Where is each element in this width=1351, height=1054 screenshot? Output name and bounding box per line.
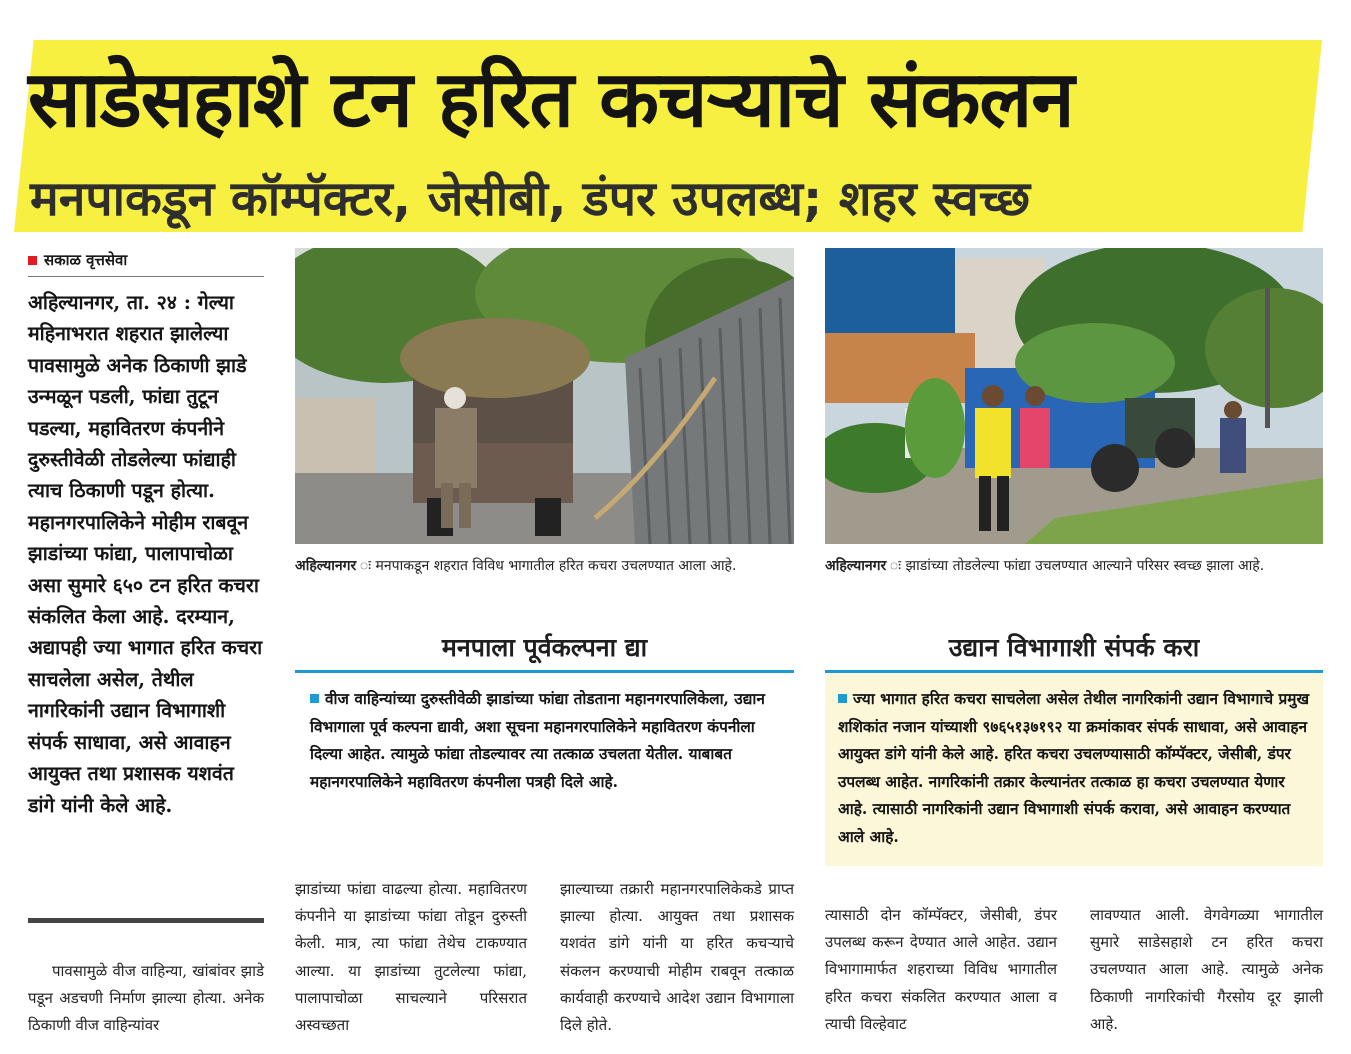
byline-square-icon	[28, 256, 37, 265]
box2-body	[838, 686, 1312, 851]
byline-text: सकाळ वृत्तसेवा	[44, 251, 128, 269]
box1-rule	[295, 670, 794, 673]
headline: साडेसहाशे टन हरित कचऱ्याचे संकलन	[28, 55, 1074, 145]
lead-paragraph: अहिल्यानगर, ता. २४ : गेल्या महिनाभरात शहरात झालेल्या पावसामुळे अनेक ठिकाणी झाडे उन्मळून पडली, फांद्या तुटून पडल्या, महावितरण कंपनीने दुरुस्तीवेळी तोडलेल्या फांद्याही त्याच ठिकाणी पडून होत्या. महानगरपालिकेने मोहीम राबवून झाडांच्या फांद्या, पालापाचोळा असा सुमारे ६५० टन हरित कचरा संकलित केला आहे. दरम्यान, अद्यापही ज्या भागात हरित कचरा साचलेला असेल, तेथील नागरिकांनी उद्यान विभागाशी संपर्क साधावा, असे आवाहन आयुक्त तथा प्रशासक यशवंत डांगे यांनी केले आहे.	[28, 291, 263, 817]
photo-workers-tractor	[825, 248, 1323, 544]
subheadline: मनपाकडून कॉम्पॅक्टर, जेसीबी, डंपर उपलब्ध; शहर स्वच्छ	[30, 171, 1031, 227]
box2-heading: उद्यान विभागाशी संपर्क करा	[948, 633, 1200, 662]
byline-rule	[28, 276, 264, 277]
box1-square-icon	[310, 694, 319, 703]
body-column-1: झाडांच्या फांद्या वाढल्या होत्या. महावितरण कंपनीने या झाडांच्या फांद्या तोडून दुरुस्ती केली. मात्र, त्या फांद्या तेथेच टाकण्यात आल्या. या झाडांच्या तुटलेल्या फांद्या, पालापाचोळा साचल्याने परिसरात अस्वच्छता	[295, 880, 527, 1035]
box2-rule	[825, 670, 1323, 673]
body-column-2: झाल्याच्या तक्रारी महानगरपालिकेकडे प्राप्त झाल्या होत्या. आयुक्त तथा प्रशासक यशवंत डांगे यांनी या हरित कचऱ्याचे संकलन करण्याची मोहीम राबवून तत्काळ कार्यवाही करण्याचे आदेश उद्यान विभागाला दिले होते.	[560, 880, 794, 1035]
photo2-caption-text: ः झाडांच्या तोडलेल्या फांद्या उचलण्यात आल्याने परिसर स्वच्छ झाला आहे.	[886, 558, 1265, 574]
lead-column	[28, 248, 264, 821]
photo-truck-branches	[295, 248, 794, 544]
box1-body	[310, 686, 780, 796]
lead-end-rule	[28, 918, 264, 923]
box2-text: ज्या भागात हरित कचरा साचलेला असेल तेथील नागरिकांनी उद्यान विभागाचे प्रमुख शशिकांत नजान यांच्याशी ९७६५१३७१९२ या क्रमांकावर संपर्क साधावा, असे आवाहन आयुक्त डांगे यांनी केले आहे. हरित कचरा उचलण्यासाठी कॉम्पॅक्टर, जेसीबी, डंपर उपलब्ध आहेत. नागरिकांनी तक्रार केल्यानंतर तत्काळ हा कचरा उचलण्यात येणार आहे. त्यासाठी नागरिकांनी उद्यान विभागाशी संपर्क करावा, असे आवाहन करण्यात आले आहे.	[838, 690, 1310, 846]
box1-heading: मनपाला पूर्वकल्पना द्या	[441, 633, 648, 662]
byline	[28, 248, 264, 272]
box2-square-icon	[838, 694, 847, 703]
bottom-left-paragraph: पावसामुळे वीज वाहिन्या, खांबांवर झाडे पडून अडचणी निर्माण झाल्या होत्या. अनेक ठिकाणी वीज वाहिन्यांवर	[28, 962, 264, 1034]
box1-text: वीज वाहिन्यांच्या दुरुस्तीवेळी झाडांच्या फांद्या तोडताना महानगरपालिकेला, उद्यान विभागाला पूर्व कल्पना द्यावी, अशा सूचना महानगरपालिकेने महावितरण कंपनीला दिल्या आहेत. त्यामुळे फांद्या तोडल्यावर त्या तत्काळ उचलता येतील. याबाबत महानगरपालिकेने महावितरण कंपनीला पत्रही दिले आहे.	[310, 690, 765, 791]
body-column-3: त्यासाठी दोन कॉम्पॅक्टर, जेसीबी, डंपर उपलब्ध करून देण्यात आले आहेत. उद्यान विभागामार्फत शहराच्या विविध भागातील हरित कचरा संकलित करण्यात आला व त्याची विल्हेवाट	[825, 906, 1057, 1033]
photo1-caption-text: ः मनपाकडून शहरात विविध भागातील हरित कचरा उचलण्यात आला आहे.	[356, 558, 737, 574]
photo2-caption	[825, 552, 1323, 580]
photo1-caption-place: अहिल्यानगर	[295, 558, 357, 574]
photo1-caption	[295, 552, 794, 580]
body-column-4: लावण्यात आली. वेगवेगळ्या भागातील सुमारे साडेसहाशे टन हरित कचरा उचलण्यात आला आहे. त्यामुळे अनेक ठिकाणी नागरिकांची गैरसोय दूर झाली आहे.	[1090, 906, 1323, 1033]
photo2-caption-place: अहिल्यानगर	[825, 558, 887, 574]
